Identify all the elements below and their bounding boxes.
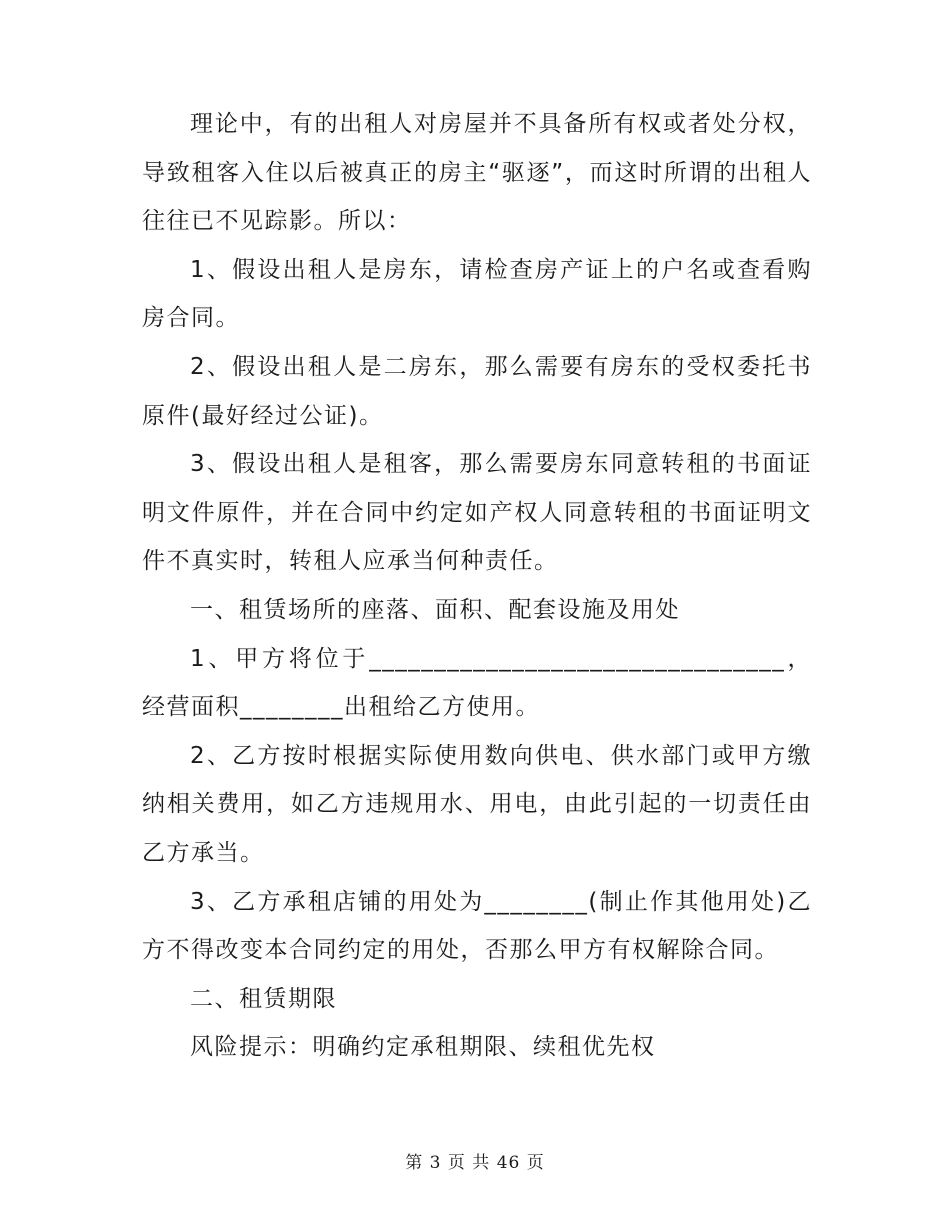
paragraph-intro: 理论中，有的出租人对房屋并不具备所有权或者处分权，导致租客入住以后被真正的房主“驱逐”，而这时所谓的出租人往往已不见踪影。所以：: [142, 111, 812, 235]
paragraph-usage: 3、乙方承租店铺的用处为________(制止作其他用处)乙方不得改变本合同约定的用处，否那么甲方有权解除合同。: [142, 888, 812, 964]
paragraph-item-2: 2、假设出租人是二房东，那么需要有房东的受权委托书原件(最好经过公证)。: [142, 353, 812, 429]
paragraph-location: 1、甲方将位于________________________________，经营面积________出租给乙方使用。: [142, 645, 812, 721]
paragraph-item-1: 1、假设出租人是房东，请检查房产证上的户名或查看购房合同。: [142, 256, 812, 332]
paragraph-risk-note: 风险提示：明确约定承租期限、续租优先权: [190, 1034, 656, 1061]
page-footer: [0, 1148, 950, 1173]
page-number-label: 第 3 页 共 46 页: [405, 1153, 545, 1173]
section-heading-2: 二、租赁期限: [190, 985, 337, 1012]
paragraph-utilities: 2、乙方按时根据实际使用数向供电、供水部门或甲方缴纳相关费用，如乙方违规用水、用电，由此引起的一切责任由乙方承当。: [142, 742, 812, 866]
section-heading-1: 一、租赁场所的座落、面积、配套设施及用处: [190, 596, 680, 623]
document-body: [142, 100, 812, 1072]
paragraph-item-3: 3、假设出租人是租客，那么需要房东同意转租的书面证明文件原件，并在合同中约定如产权人同意转租的书面证明文件不真实时，转租人应承当何种责任。: [142, 451, 812, 575]
